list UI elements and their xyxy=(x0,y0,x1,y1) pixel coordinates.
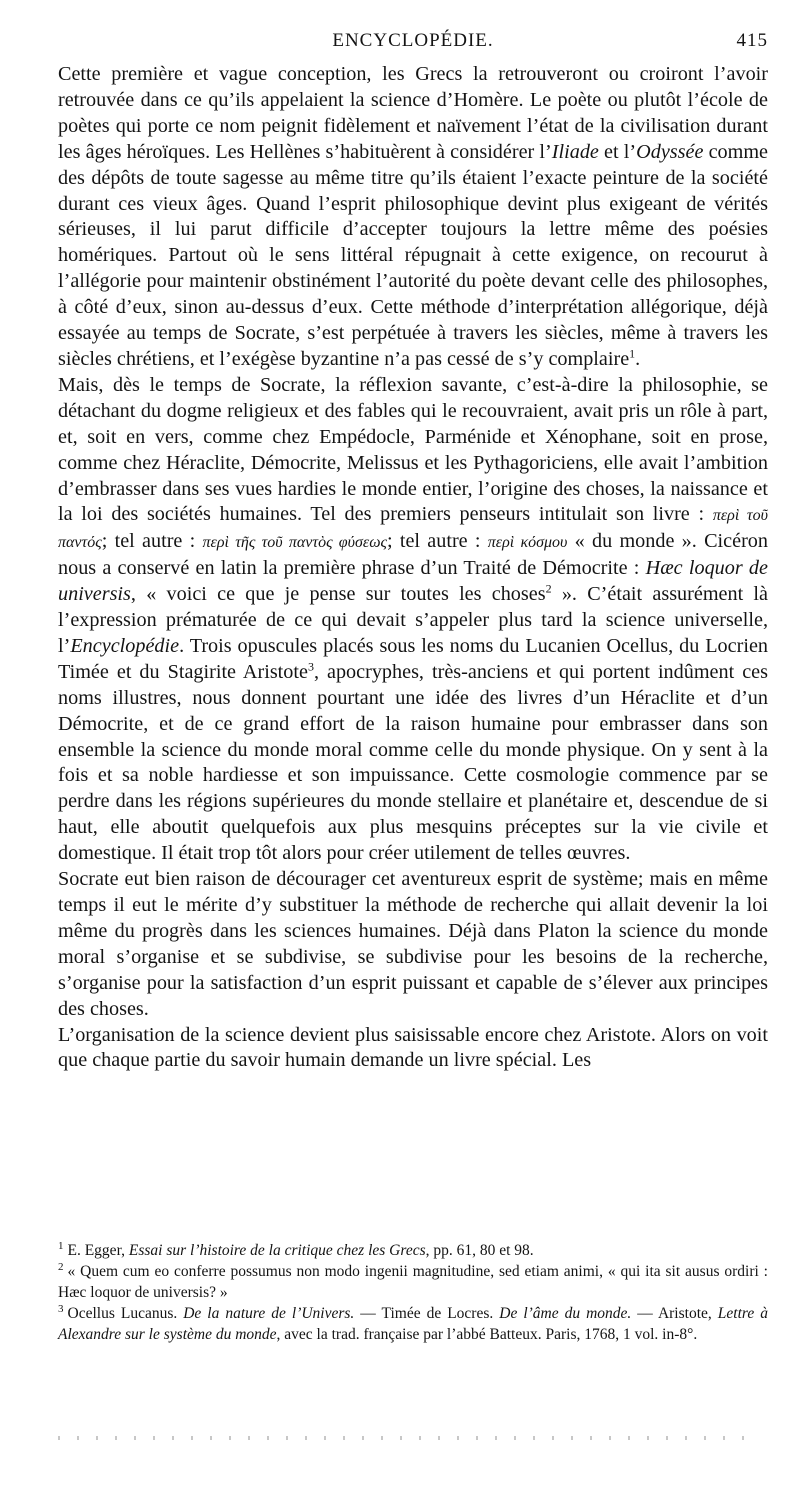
footnote xyxy=(58,1261,768,1303)
text-run: Socrate eut bien raison de décourager cet aventureux esprit de système; mais en même temps il eut le mérite d’y substituer la méthode de recherche qui allait devenir la loi même du progrès dans les sciences humaines. Déjà dans Platon la science du monde moral s’organise et se subdivise, se subdivise pour les besoins de la recherche, s’organise pour la satisfaction d’un esprit puissant et capable de s’élever aux principes des choses. xyxy=(58,868,768,1020)
paragraph xyxy=(58,62,768,373)
text-run: , avec la trad. française par l’abbé Batteux. Paris, 1768, 1 vol. in-8°. xyxy=(276,1326,698,1343)
text-run: « du monde ». Cicéron nous a conservé en latin la première phrase d’un Traité de Démocrite : xyxy=(58,530,768,580)
paragraph xyxy=(58,867,768,1022)
footnote xyxy=(58,1303,768,1345)
italic-run: Iliade xyxy=(551,140,599,163)
text-run: L’organisation de la science devient plus saisissable encore chez Aristote. Alors on voit que chaque partie du savoir humain demande un livre spécial. Les xyxy=(58,1023,768,1072)
footnote-mark: 3 xyxy=(58,1302,64,1315)
text-run: , apocryphes, très-anciens et qui portent indûment ces noms illustres, nous donnent pourtant une idée des livres d’un Héraclite et d’un Démocrite, et de ce grand effort de la raison humaine pour embrasser dans son ensemble la science du monde moral comme celle du monde physique. On y sent à la fois et sa noble hardiesse et son impuissance. Cette cosmologie commence par se perdre dans les régions supérieures du monde stellaire et planétaire et, descendue de si haut, elle aboutit quelquefois aux plus mesquins préceptes sur la vie civile et domestique. Il était trop tôt alors pour créer utilement de telles œuvres. xyxy=(58,660,768,865)
text-run: Ocellus Lucanus. xyxy=(67,1305,184,1322)
text-run: « Quem cum eo conferre possumus non modo ingenii magnitudine, sed etiam animi, « qui ita sit ausus ordiri : Hæc loquor de universis? » xyxy=(58,1263,768,1301)
footnote-mark: 2 xyxy=(58,1260,64,1273)
footnote-reference: 2 xyxy=(545,581,552,596)
text-run: Mais, dès le temps de Socrate, la réflexion savante, c’est-à-dire la philosophie, se détachant du dogme religieux et des fables qui le recouvraient, avait pris un rôle à part, et, soit en vers, comme chez Empédocle, Parménide et Xénophane, soit en prose, comme chez Héraclite, Démocrite, Melissus et les Pythagoriciens, elle avait l’ambition d’embrasser dans ses vues hardies le monde entier, l’origine des choses, la naissance et la loi des sociétés humaines. Tel des premiers penseurs intitulait son livre : xyxy=(58,373,768,526)
greek-run: περὶ κόσμου xyxy=(487,534,568,552)
page-number: 415 xyxy=(736,30,768,51)
italic-run: Essai sur l’histoire de la critique chez les Grecs xyxy=(128,1242,426,1259)
footnotes xyxy=(58,1240,768,1345)
italic-run: De l’âme du monde. xyxy=(499,1305,632,1322)
text-run: ». C’était assurément là l’expression prématurée de ce qui devait s’appeler plus tard la science universelle, l’ xyxy=(58,583,769,657)
text-run: comme des dépôts de toute sagesse au même titre qu’ils étaient l’exacte peinture de la société durant ces vieux âges. Quand l’esprit philosophique devint plus exigeant de vérités sérieuses, il lui parut difficile d’accepter toujours la lettre même des poésies homériques. Partout où le sens littéral répugnait à cette exigence, on recourut à l’allégorie pour maintenir obstinément l’autorité du poète devant celle des philosophes, à côté d’eux, sinon au-dessus d’eux. Cette méthode d’interprétation allégorique, déjà essayée au temps de Socrate, s’est perpétuée à travers les siècles, même à travers les siècles chrétiens, et l’exégèse byzantine n’a pas cessé de s’y complaire xyxy=(58,140,769,370)
page xyxy=(58,30,768,1074)
text-run: . xyxy=(635,347,641,370)
italic-run: Hæc loquor de universis xyxy=(58,557,768,606)
greek-run: περὶ τῆς τοῦ παντὸς φύσεως xyxy=(202,534,387,552)
italic-run: Lettre à Alexandre sur le système du monde xyxy=(58,1305,768,1343)
italic-run: Odyssée xyxy=(636,140,704,163)
text-run: , pp. 61, 80 et 98. xyxy=(425,1242,534,1259)
footnote-reference: 1 xyxy=(629,346,636,361)
running-head xyxy=(58,30,768,58)
greek-run: περὶ τοῦ παντός xyxy=(58,507,768,552)
italic-run: Encyclopédie xyxy=(70,634,180,657)
text-run: E. Egger, xyxy=(67,1242,129,1259)
italic-run: De la nature de l’Univers. xyxy=(183,1305,355,1322)
paragraph xyxy=(58,373,768,867)
text-run: . Trois opuscules placés sous les noms du Lucanien Ocellus, du Locrien Timée et du Stagirite Aristote xyxy=(58,634,768,683)
body-text xyxy=(58,62,768,1074)
text-run: — Aristote, xyxy=(631,1305,718,1322)
paragraph xyxy=(58,1023,768,1075)
text-run: , « voici ce que je pense sur toutes les choses xyxy=(130,583,546,606)
running-title: ENCYCLOPÉDIE. xyxy=(332,30,494,51)
scan-artifact-row xyxy=(58,1436,748,1440)
footnote-reference: 3 xyxy=(307,659,314,674)
text-run: ; tel autre : xyxy=(386,530,488,553)
footnote xyxy=(58,1240,768,1261)
text-run: ; tel autre : xyxy=(101,530,203,553)
text-run: et l’ xyxy=(598,140,637,163)
text-run: Cette première et vague conception, les Grecs la retrouveront ou croiront l’avoir retrouvée dans ce qu’ils appelaient la science d’Homère. Le poète ou plutôt l’école de poètes qui porte ce nom peignit fidèlement et naïvement l’état de la civilisation durant les âges héroïques. Les Hellènes s’habituèrent à considérer l’ xyxy=(58,63,768,163)
footnote-mark: 1 xyxy=(58,1239,64,1252)
text-run: — Timée de Locres. xyxy=(354,1305,500,1322)
